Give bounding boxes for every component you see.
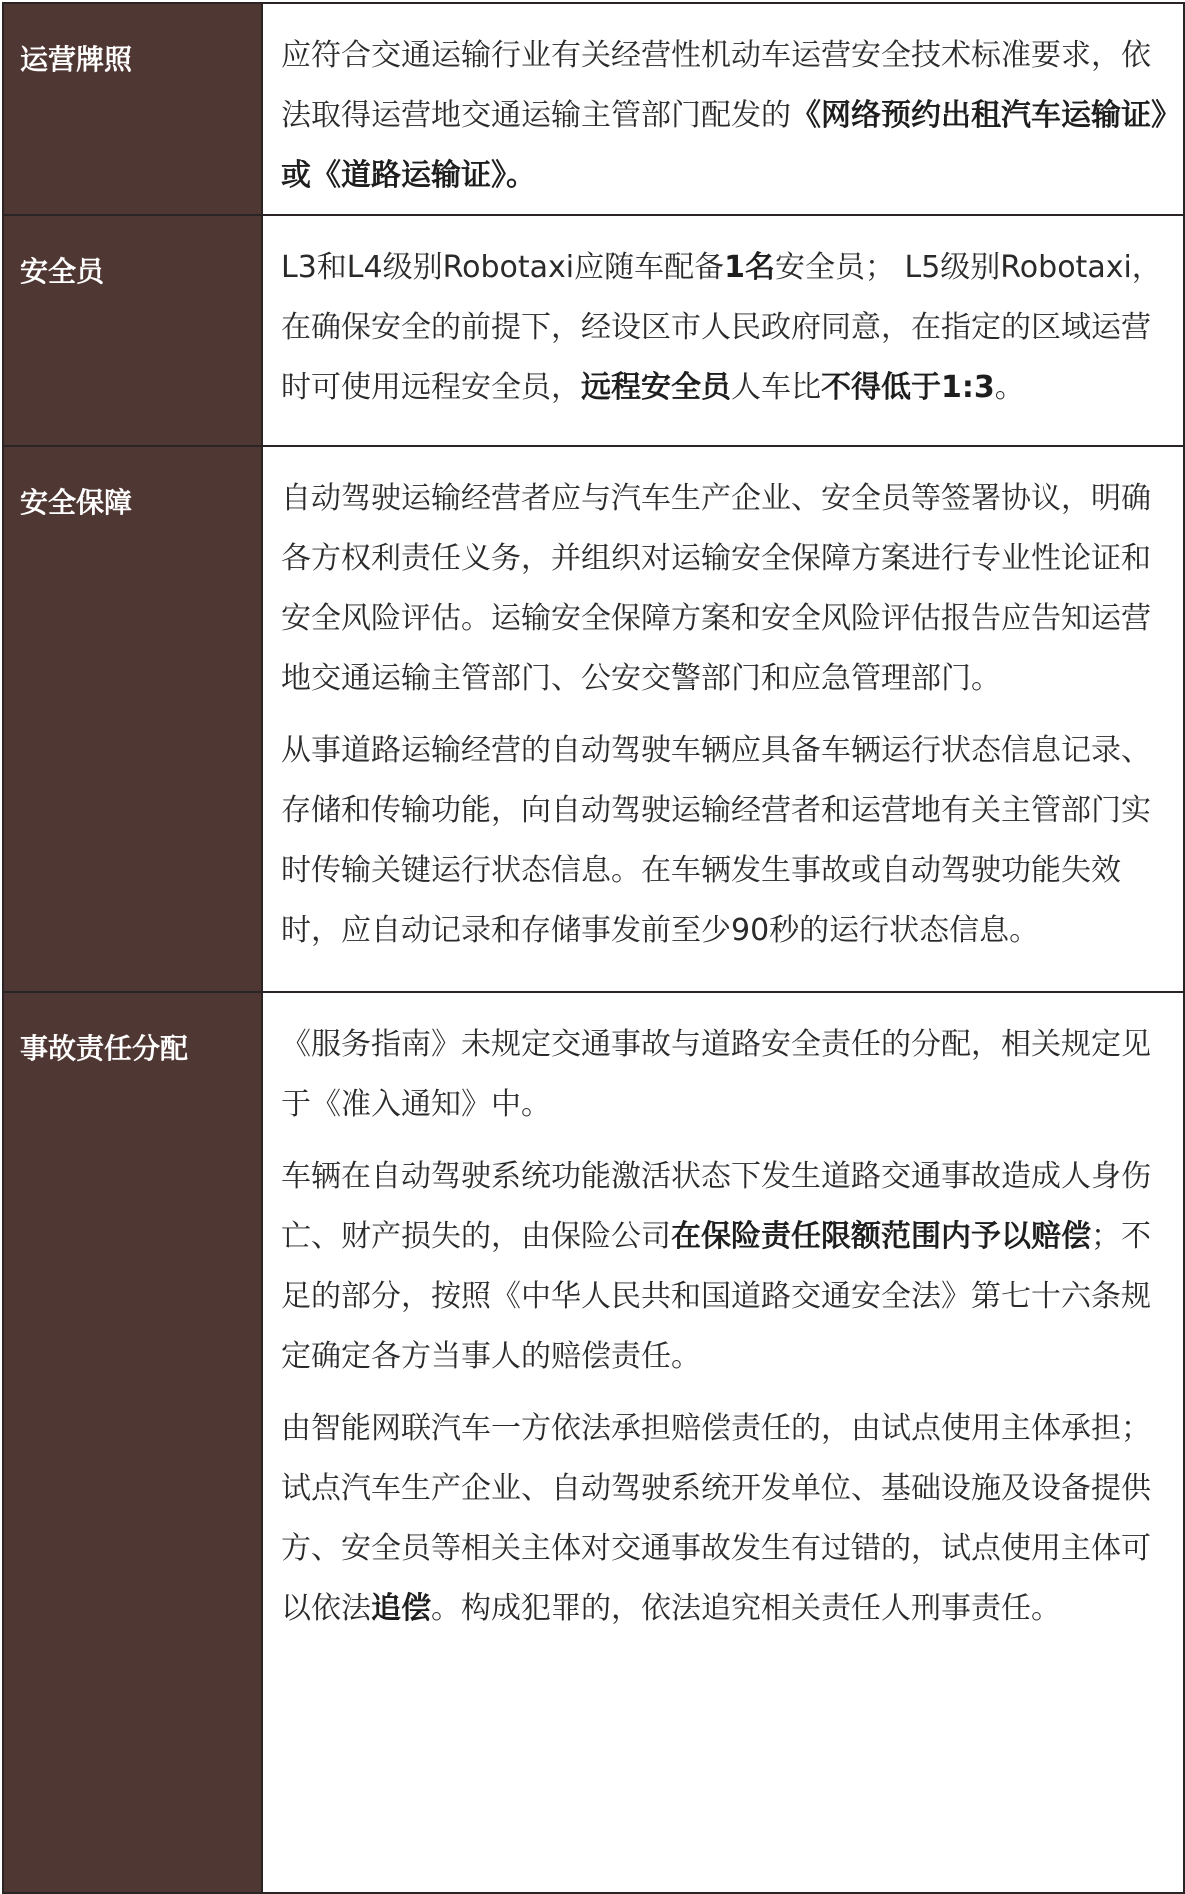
text-segment: 。构成犯罪的，依法追究相关责任人刑事责任。 <box>431 1591 1061 1626</box>
text-segment: 自动驾驶运输经营者应与汽车生产企业、安全员等签署协议，明确各方权利责任义务，并组织对运输安全保障方案进行专业性论证和安全风险评估。运输安全保障方案和安全风险评估报告应告知运营地交通运输主管部门、公安交警部门和应急管理部门。 <box>281 481 1151 696</box>
text-segment: 从事道路运输经营的自动驾驶车辆应具备车辆运行状态信息记录、存储和传输功能，向自动驾驶运输经营者和运营地有关主管部门实时传输关键运行状态信息。在车辆发生事故或自动驾驶功能失效时，应自动记录和存储事发前至少90秒的运行状态信息。 <box>281 733 1151 948</box>
bold-text-segment: 远程安全员 <box>581 370 731 405</box>
bold-text-segment: 不得低于1:3 <box>821 370 995 405</box>
regulation-table <box>2 2 1185 1894</box>
text-segment: 应符合交通运输行业有关经营性机动车运营安全技术标准要求，依法取得运营地交通运输主管部门配发的 <box>281 38 1151 133</box>
text-segment: 人车比 <box>731 370 821 405</box>
paragraph <box>281 1147 1167 1387</box>
row-content <box>262 3 1184 215</box>
table-row <box>3 992 1184 1893</box>
paragraph <box>281 721 1167 961</box>
paragraph <box>281 1015 1167 1135</box>
text-segment: 由智能网联汽车一方依法承担赔偿责任的，由试点使用主体承担；试点汽车生产企业、自动驾驶系统开发单位、基础设施及设备提供方、安全员等相关主体对交通事故发生有过错的，试点使用主体可以依法 <box>281 1411 1151 1626</box>
row-label: 安全员 <box>3 215 262 446</box>
bold-text-segment: 《网络预约出租汽车运输证》或《道路运输证》 <box>281 98 1166 193</box>
bold-text-segment: 追偿 <box>371 1591 431 1626</box>
paragraph <box>281 238 1167 418</box>
text-segment: 。 <box>506 158 536 193</box>
text-segment: 《服务指南》未规定交通事故与道路安全责任的分配，相关规定见于《准入通知》中。 <box>281 1027 1151 1122</box>
bold-text-segment: 1名 <box>724 250 775 285</box>
text-segment: 车辆在自动驾驶系统功能激活状态下发生道路交通事故造成人身伤亡、财产损失的，由保险公司 <box>281 1159 1151 1254</box>
text-segment: ；不足的部分，按照《中华人民共和国道路交通安全法》第七十六条规定确定各方当事人的赔偿责任。 <box>281 1219 1151 1374</box>
row-content <box>262 992 1184 1893</box>
table-row <box>3 215 1184 446</box>
paragraph <box>281 26 1167 206</box>
bold-text-segment: 在保险责任限额范围内予以赔偿 <box>671 1219 1091 1254</box>
row-label: 安全保障 <box>3 446 262 992</box>
text-segment: 。 <box>994 370 1025 405</box>
paragraph <box>281 469 1167 709</box>
text-segment: 安全员； L5级别Robotaxi，在确保安全的前提下，经设区市人民政府同意，在指定的区域运营时可使用远程安全员， <box>281 250 1162 405</box>
row-label: 运营牌照 <box>3 3 262 215</box>
row-content <box>262 446 1184 992</box>
table-row <box>3 3 1184 215</box>
paragraph <box>281 1399 1167 1639</box>
row-label: 事故责任分配 <box>3 992 262 1893</box>
table-row <box>3 446 1184 992</box>
text-segment: L3和L4级别Robotaxi应随车配备 <box>281 250 725 285</box>
row-content <box>262 215 1184 446</box>
